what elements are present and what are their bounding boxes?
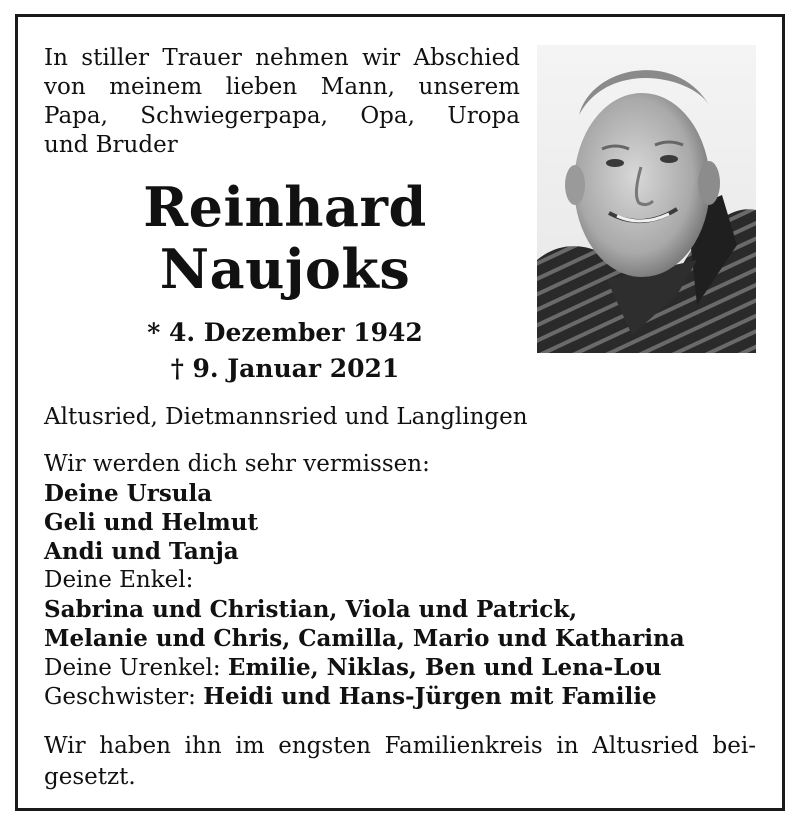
siblings-names: Heidi und Hans-Jürgen mit Familie (203, 683, 657, 710)
siblings-line (44, 682, 657, 712)
death-date: † 9. Januar 2021 (170, 354, 400, 383)
deceased-last-name: Naujoks (159, 237, 411, 301)
grandchildren-line-2: Melanie und Chris, Camilla, Mario und Katharina (44, 625, 685, 652)
mourner-wife: Deine Ursula (44, 480, 213, 507)
intro-line-3: Papa, Schwiegerpapa, Opa, Uropa (44, 103, 520, 129)
deceased-first-name: Reinhard (143, 175, 427, 239)
portrait-photo (537, 45, 756, 353)
great-grandchildren-names: Emilie, Niklas, Ben und Lena-Lou (227, 654, 662, 681)
closing-line-2: gesetzt. (44, 764, 136, 790)
mourners-intro: Wir werden dich sehr vermissen: (44, 451, 430, 477)
places-line: Altusried, Dietmannsried und Langlingen (44, 404, 528, 430)
siblings-label: Geschwister: (44, 684, 196, 710)
birth-date: * 4. Dezember 1942 (147, 318, 423, 347)
mourner-child-1: Geli und Helmut (44, 509, 259, 536)
intro-line-2: von meinem lieben Mann, unserem (44, 74, 520, 100)
grandchildren-line-1: Sabrina und Christian, Viola und Patrick, (44, 596, 578, 623)
great-grandchildren-line (44, 653, 662, 683)
closing-line-1: Wir haben ihn im engsten Familienkreis in Altusried bei- (44, 733, 756, 759)
intro-text (44, 44, 520, 160)
closing-text (44, 731, 756, 793)
great-grandchildren-label: Deine Urenkel: (44, 655, 221, 681)
intro-line-1: In stiller Trauer nehmen wir Abschied (44, 45, 520, 71)
mourner-child-2: Andi und Tanja (44, 538, 239, 565)
intro-line-4: und Bruder (44, 132, 178, 158)
grandchildren-label: Deine Enkel: (44, 567, 194, 593)
